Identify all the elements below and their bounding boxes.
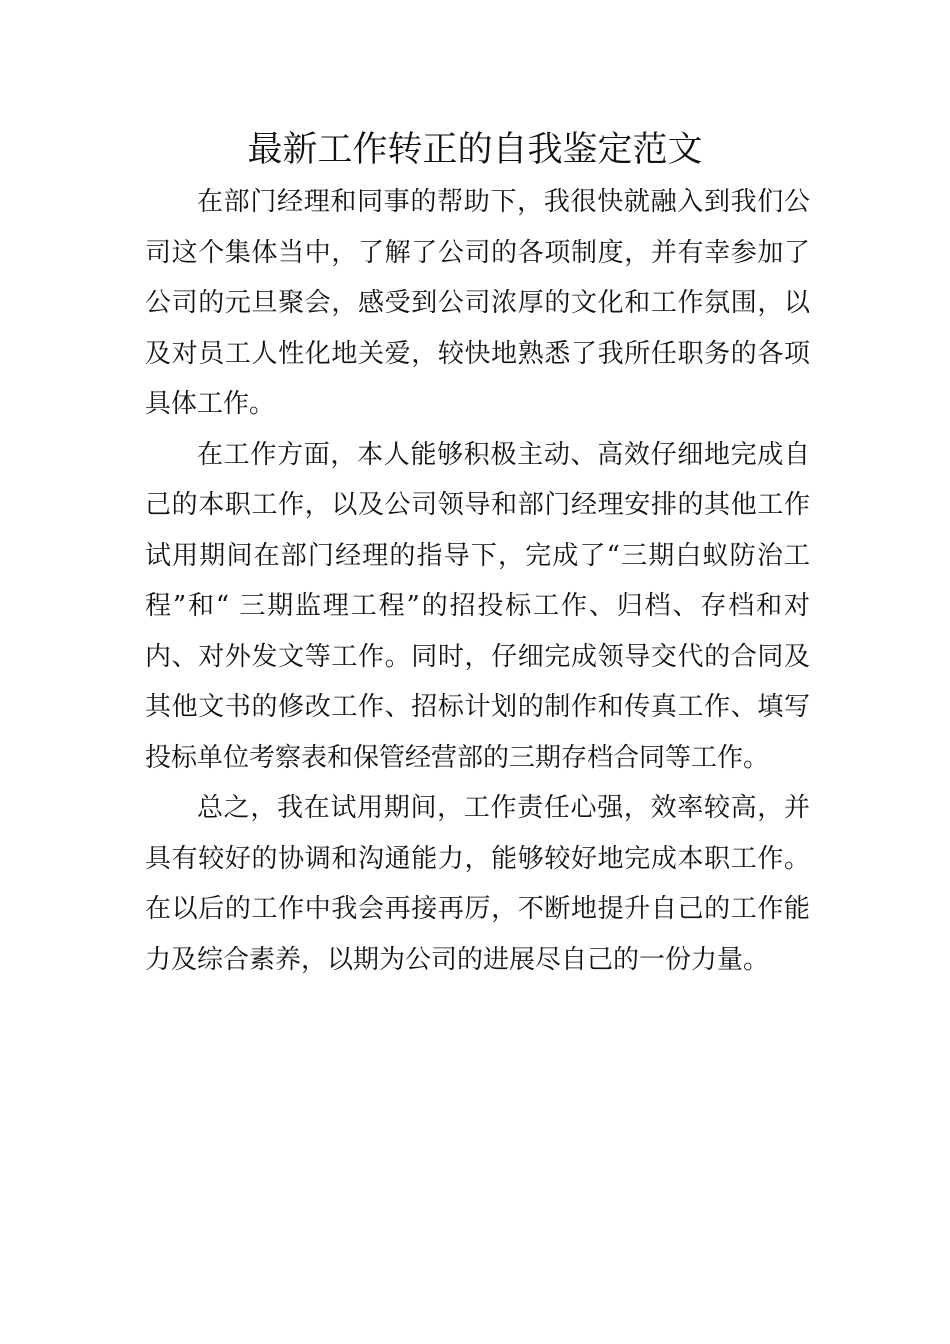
paragraph-2: 在工作方面，本人能够积极主动、高效仔细地完成自己的本职工作，以及公司领导和部门经理安排的其他工作试用期间在部门经理的指导下，完成了“三期白蚁防治工程”和“ 三期监理工程”的招投标工作、归档、存档和对内、对外发文等工作。同时，仔细完成领导交代的合同及其他文书的修改工作、招标计划的制作和传真工作、填写投标单位考察表和保管经营部的三期存档合同等工作。 bbox=[145, 439, 810, 773]
paragraph-1: 在部门经理和同事的帮助下，我很快就融入到我们公司这个集体当中，了解了公司的各项制度，并有幸参加了公司的元旦聚会，感受到公司浓厚的文化和工作氛围，以及对员工人性化地关爱，较快地熟悉了我所任职务的各项具体工作。 bbox=[145, 187, 810, 419]
paragraph-3: 总之，我在试用期间，工作责任心强，效率较高，并具有较好的协调和沟通能力，能够较好地完成本职工作。在以后的工作中我会再接再厉，不断地提升自己的工作能力及综合素养，以期为公司的进展尽自己的一份力量。 bbox=[145, 793, 810, 975]
document-title: 最新工作转正的自我鉴定范文 bbox=[247, 130, 703, 170]
document-body bbox=[145, 177, 810, 985]
